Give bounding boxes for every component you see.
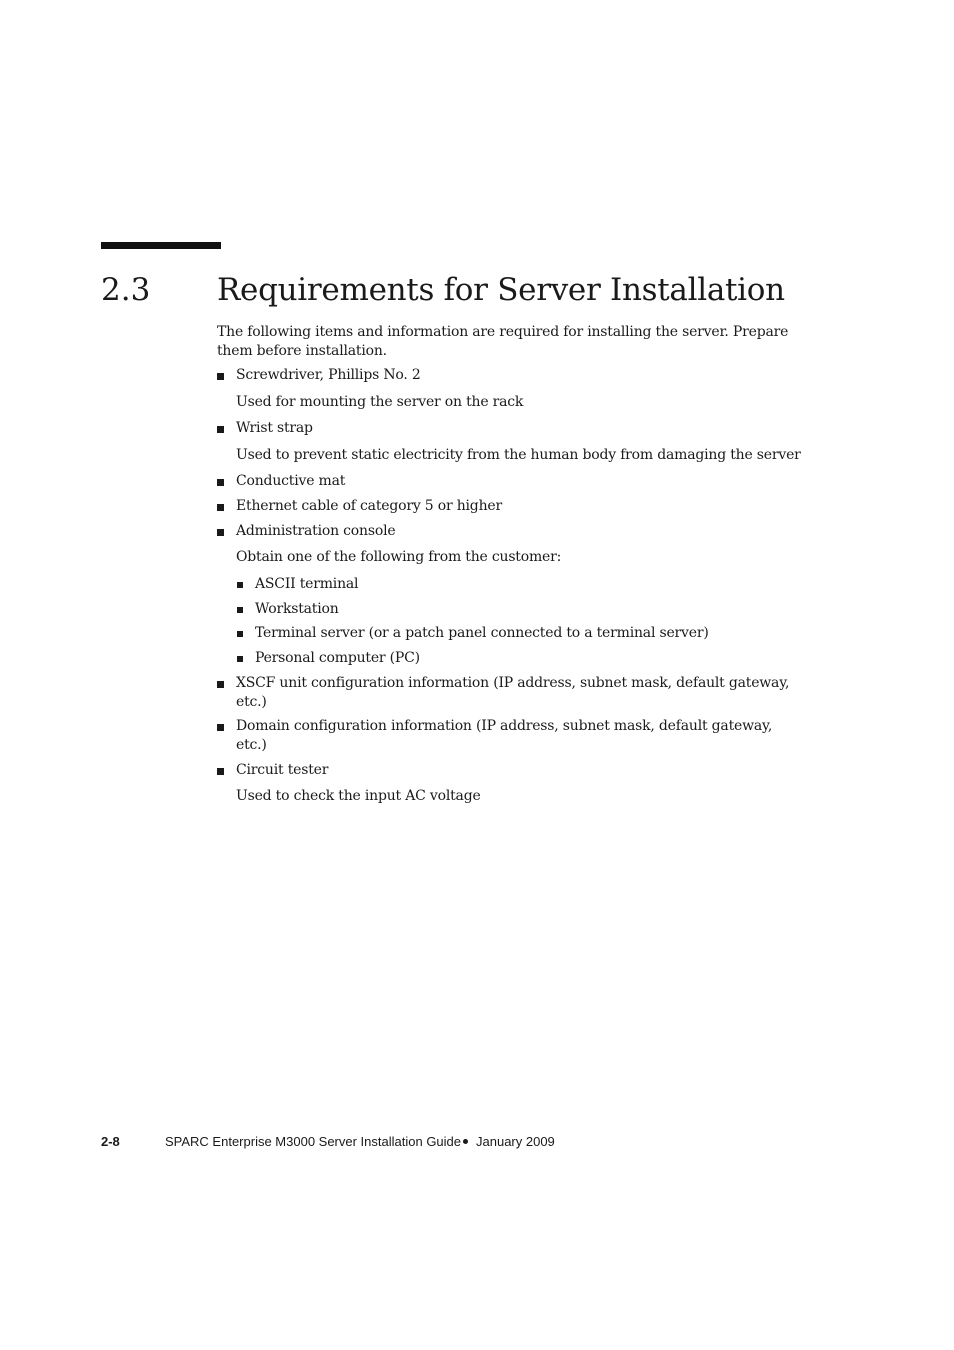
bullet-marker bbox=[217, 479, 224, 486]
bullet-marker bbox=[217, 724, 224, 731]
sub-list-item: Personal computer (PC) bbox=[255, 650, 420, 666]
sub-bullet-marker bbox=[237, 656, 243, 662]
sub-list-item: ASCII terminal bbox=[255, 576, 359, 592]
bullet-marker bbox=[217, 768, 224, 775]
list-item-note: Used for mounting the server on the rack bbox=[236, 394, 524, 410]
sub-list-item: Workstation bbox=[255, 601, 339, 617]
list-item: Screwdriver, Phillips No. 2 bbox=[236, 367, 421, 383]
bullet-marker bbox=[217, 426, 224, 433]
bullet-marker bbox=[217, 504, 224, 511]
sub-list-item: Terminal server (or a patch panel connected to a terminal server) bbox=[255, 625, 709, 641]
list-item: Wrist strap bbox=[236, 420, 313, 436]
bullet-marker bbox=[217, 373, 224, 380]
document-title: SPARC Enterprise M3000 Server Installation Guide bbox=[165, 1134, 462, 1149]
list-item: XSCF unit configuration information (IP address, subnet mask, default gateway, etc.) bbox=[236, 675, 790, 710]
sub-bullet-marker bbox=[237, 582, 243, 588]
list-item-note: Used to prevent static electricity from the human body from damaging the server bbox=[236, 447, 801, 463]
list-item: Circuit tester bbox=[236, 762, 329, 778]
section-rule bbox=[101, 242, 221, 249]
section-number: 2.3 bbox=[101, 272, 151, 308]
list-item: Domain configuration information (IP address, subnet mask, default gateway, etc.) bbox=[236, 718, 773, 753]
bullet-marker bbox=[217, 529, 224, 536]
list-item: Ethernet cable of category 5 or higher bbox=[236, 498, 502, 514]
page-number: 2-8 bbox=[101, 1134, 120, 1149]
list-item-note: Used to check the input AC voltage bbox=[236, 788, 481, 804]
list-item: Administration console bbox=[236, 523, 396, 539]
sub-bullet-marker bbox=[237, 607, 243, 613]
footer-separator bbox=[463, 1139, 468, 1144]
intro-paragraph: The following items and information are required for installing the server. Prepare them before installation. bbox=[217, 324, 789, 359]
publication-date: January 2009 bbox=[476, 1134, 555, 1149]
bullet-marker bbox=[217, 681, 224, 688]
list-item: Conductive mat bbox=[236, 473, 346, 489]
section-title: Requirements for Server Installation bbox=[217, 272, 785, 308]
list-item-note: Obtain one of the following from the customer: bbox=[236, 549, 562, 565]
sub-bullet-marker bbox=[237, 631, 243, 637]
